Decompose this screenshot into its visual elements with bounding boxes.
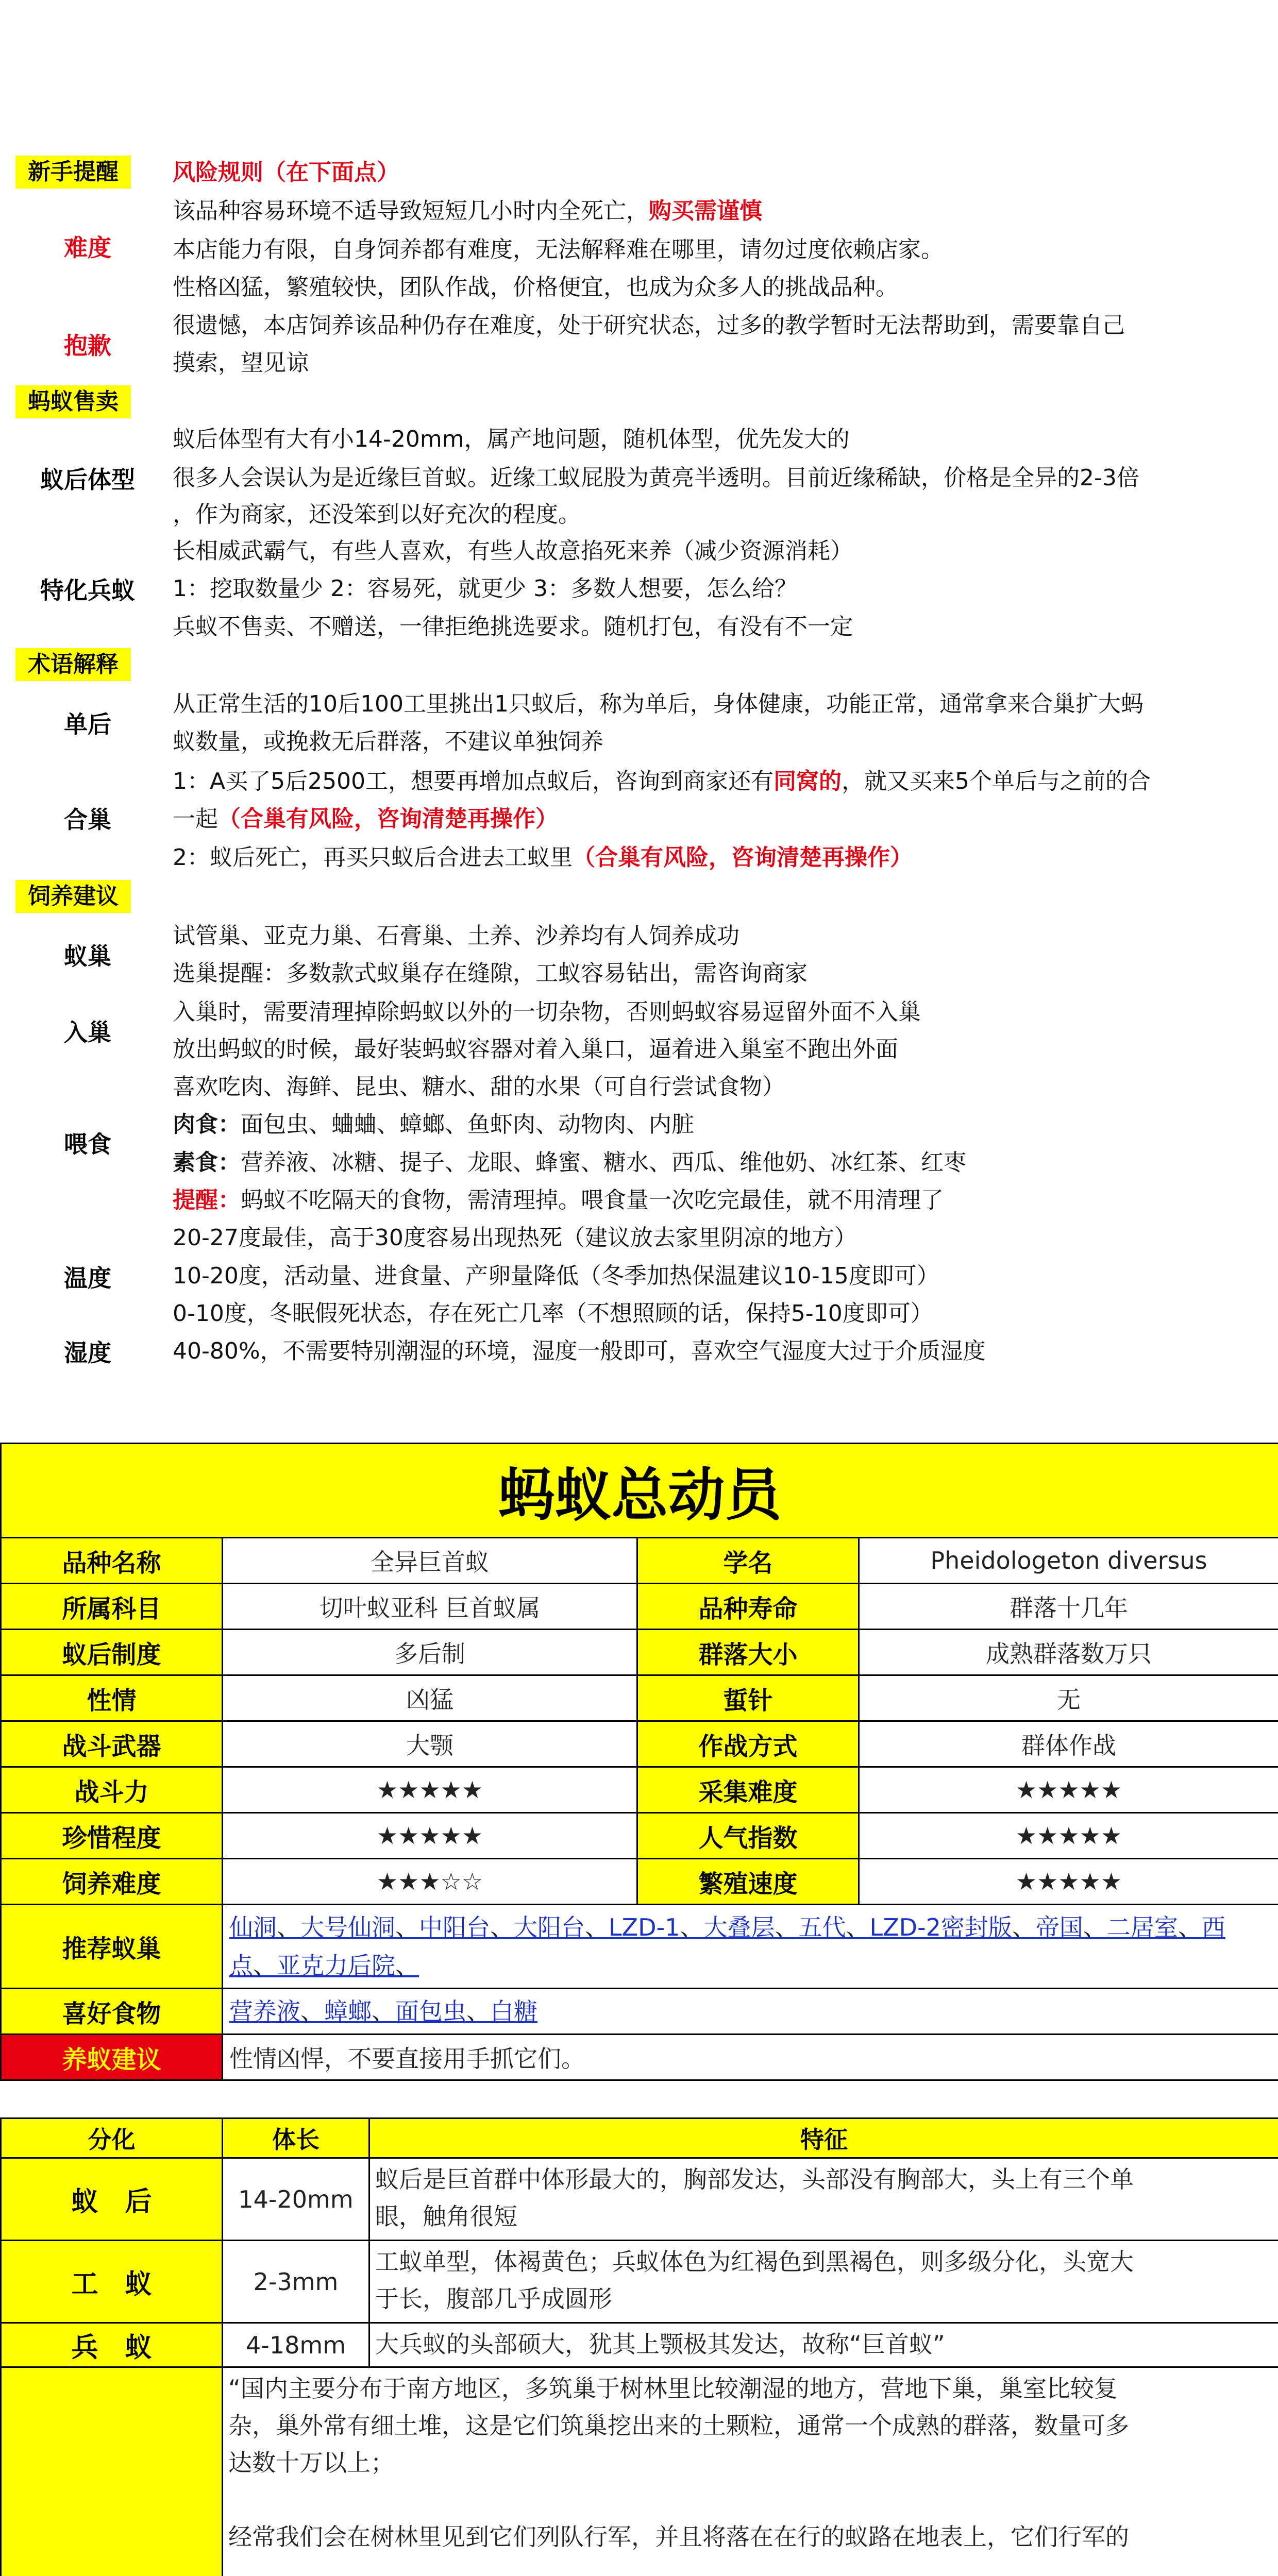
caste-feature: 蚁后是巨首群中体形最大的，胸部发达，头部没有胸部大，头上有三个单 眼，触角很短: [369, 2158, 1278, 2241]
nest-link[interactable]: 五代: [798, 1913, 846, 1941]
table-row: [1, 2323, 1278, 2367]
note-line: ，作为商家，还没笨到以好充次的程度。: [173, 497, 581, 533]
cell-key: 繁殖速度: [637, 1859, 859, 1905]
note-line: 蚁后体型有大有小14-20mm，属产地问题，随机体型，优先发大的: [173, 421, 850, 457]
note-line: 喜欢吃肉、海鲜、昆虫、糖水、甜的水果（可自行尝试食物）: [173, 1069, 785, 1105]
caste-length: 14-20mm: [223, 2158, 369, 2241]
note-line: 0-10度，冬眠假死状态，存在死亡几率（不想照顾的话，保持5-10度即可）: [173, 1296, 933, 1332]
note-line: 选巢提醒：多数款式蚁巢存在缝隙，工蚁容易钻出，需咨询商家: [173, 956, 808, 992]
risk-rules-title: 风险规则（在下面点）: [173, 155, 399, 191]
section-header-newbie: 新手提醒: [15, 156, 131, 189]
cell-key: 喜好食物: [1, 1989, 223, 2035]
species-info-table: [0, 1443, 1278, 2081]
food-link[interactable]: 白糖: [490, 1997, 537, 2025]
table-row: [1, 1859, 1278, 1905]
note-line: 10-20度，活动量、进食量、产卵量降低（冬季加热保温建议10-15度即可）: [173, 1258, 939, 1294]
caste-name: 兵 蚁: [1, 2323, 223, 2367]
label-humidity: 湿度: [21, 1334, 155, 1368]
label-enter-nest: 入巢: [21, 1014, 155, 1048]
nest-link[interactable]: LZD-2密封版: [869, 1913, 1012, 1941]
table-row: [1, 2241, 1278, 2323]
note-line: 该品种容易环境不适导致短短几小时内全死亡，购买需谨慎: [173, 193, 762, 229]
cell-key: 珍惜程度: [1, 1813, 223, 1859]
table-row: [1, 2158, 1278, 2241]
food-link[interactable]: 营养液: [229, 1997, 300, 2025]
note-line: 素食：营养液、冰糖、提子、龙眼、蜂蜜、糖水、西瓜、维他奶、冰红茶、红枣: [173, 1145, 966, 1181]
label-temperature: 温度: [21, 1260, 155, 1294]
cell-value: 成熟群落数万只: [859, 1630, 1278, 1675]
label-nest: 蚁巢: [21, 938, 155, 972]
note-line: 20-27度最佳，高于30度容易出现热死（建议放去家里阴凉的地方）: [173, 1220, 857, 1256]
caste-name: 蚁 后: [1, 2158, 223, 2241]
label-single-queen: 单后: [21, 706, 155, 740]
favorite-foods: 营养液、蟑螂、面包虫、白糖: [223, 1989, 1278, 2035]
table-row: [1, 1721, 1278, 1767]
food-link[interactable]: 面包虫: [395, 1997, 466, 2025]
label-difficulty: 难度: [21, 229, 155, 263]
rating-stars: ★★★★★: [223, 1813, 637, 1859]
table-row: [1, 2035, 1278, 2080]
note-line: 入巢时，需要清理掉除蚂蚁以外的一切杂物，否则蚂蚁容易逗留外面不入巢: [173, 994, 921, 1030]
cell-key: 所属科目: [1, 1584, 223, 1630]
note-line: 很遗憾，本店饲养该品种仍存在难度，处于研究状态，过多的教学暂时无法帮助到，需要靠自己: [173, 308, 1125, 344]
table-row: [1, 1905, 1278, 1989]
nest-link[interactable]: 亚克力后院: [277, 1952, 395, 1979]
nest-link[interactable]: 仙洞: [229, 1913, 277, 1941]
caste-feature: 大兵蚁的头部硕大，犹其上颚极其发达，故称“巨首蚁”: [369, 2323, 1278, 2367]
cell-key: 蚁后制度: [1, 1630, 223, 1675]
cell-key: 品种名称: [1, 1538, 223, 1584]
label-merge-nest: 合巢: [21, 801, 155, 835]
note-line: 一起（合巢有风险，咨询清楚再操作）: [173, 801, 558, 837]
cell-value: 凶猛: [223, 1675, 637, 1721]
nest-link[interactable]: 帝国: [1036, 1913, 1083, 1941]
column-header: 体长: [223, 2119, 369, 2158]
caste-table: [0, 2117, 1278, 2576]
table-header-row: [1, 2119, 1278, 2158]
advice-text: 性情凶悍，不要直接用手抓它们。: [223, 2035, 1278, 2080]
table-row: [1, 1584, 1278, 1630]
recommended-nests: 仙洞、大号仙洞、中阳台、大阳台、LZD-1、大叠层、五代、LZD-2密封版、帝国、二居室、西点、亚克力后院、: [223, 1905, 1278, 1989]
caste-name: 工 蚁: [1, 2241, 223, 2323]
note-line: 性格凶猛，繁殖较快，团队作战，价格便宜，也成为众多人的挑战品种。: [173, 269, 898, 306]
rating-stars: ★★★★★: [859, 1859, 1278, 1905]
note-line: 试管巢、亚克力巢、石膏巢、土养、沙养均有人饲养成功: [173, 918, 739, 954]
section-header-terms: 术语解释: [15, 648, 131, 681]
cell-key: 战斗力: [1, 1767, 223, 1813]
cell-key: 蜇针: [637, 1675, 859, 1721]
cell-key: 饲养难度: [1, 1859, 223, 1905]
nest-link[interactable]: LZD-1: [609, 1913, 680, 1941]
table-row: [1, 1630, 1278, 1675]
note-line: 长相威武霸气，有些人喜欢，有些人故意掐死来养（减少资源消耗）: [173, 533, 853, 569]
label-sorry: 抱歉: [21, 327, 155, 361]
nest-link[interactable]: 大阳台: [514, 1913, 585, 1941]
column-header: 特征: [369, 2119, 1278, 2158]
label-feeding: 喂食: [21, 1126, 155, 1160]
note-line: 很多人会误认为是近缘巨首蚁。近缘工蚁屁股为黄亮半透明。目前近缘稀缺，价格是全异的2-3倍: [173, 460, 1139, 496]
note-line: 从正常生活的10后100工里挑出1只蚁后，称为单后，身体健康，功能正常，通常拿来合巢扩大蚂: [173, 686, 1144, 722]
note-line: 摸索，望见谅: [173, 345, 309, 381]
cell-value: Pheidologeton diversus: [859, 1538, 1278, 1584]
table-row: [1, 1538, 1278, 1584]
note-line: 1：挖取数量少 2：容易死，就更少 3：多数人想要，怎么给？: [173, 571, 797, 607]
table-title: 蚂蚁总动员: [1, 1444, 1278, 1538]
cell-key: 品种寿命: [637, 1584, 859, 1630]
rating-stars: ★★★★★: [223, 1767, 637, 1813]
section-header-care: 饲养建议: [15, 880, 131, 913]
table-row: [1, 1813, 1278, 1859]
note-line: 肉食：面包虫、蛐蛐、蟑螂、鱼虾肉、动物肉、内脏: [173, 1107, 694, 1143]
nest-link[interactable]: 西点: [229, 1913, 1225, 1979]
note-line: 本店能力有限，自身饲养都有难度，无法解释难在哪里，请勿过度依赖店家。: [173, 232, 944, 268]
note-line: 蚁数量，或挽救无后群落，不建议单独饲养: [173, 724, 603, 760]
label-queen-size: 蚁后体型: [21, 461, 155, 495]
cell-key: 群落大小: [637, 1630, 859, 1675]
cell-key: 战斗武器: [1, 1721, 223, 1767]
cell-value: 群体作战: [859, 1721, 1278, 1767]
caste-desc-cell: [1, 2367, 223, 2576]
note-line: 1：A买了5后2500工，想要再增加点蚁后，咨询到商家还有同窝的，就又买来5个单后与之前的合: [173, 764, 1151, 800]
distribution-description: “国内主要分布于南方地区，多筑巢于树林里比较潮湿的地方，营地下巢，巢室比较复 杂，巢外常有细土堆，这是它们筑巢挖出来的土颗粒，通常一个成熟的群落，数量可多 达数十万以上； 经常我们会在树林里见到它们列队行军，并且将落在在行的蚁路在地表上，它们行军的: [223, 2367, 1278, 2576]
column-header: 分化: [1, 2119, 223, 2158]
rating-stars: ★★★☆☆: [223, 1859, 637, 1905]
caste-length: 2-3mm: [223, 2241, 369, 2323]
table-row: [1, 1989, 1278, 2035]
nest-link[interactable]: 二居室: [1107, 1913, 1178, 1941]
cell-key: 推荐蚁巢: [1, 1905, 223, 1989]
table-row: [1, 1767, 1278, 1813]
nest-link[interactable]: 大号仙洞: [300, 1913, 395, 1941]
cell-value: 大颚: [223, 1721, 637, 1767]
caste-feature: 工蚁单型，体褐黄色；兵蚁体色为红褐色到黑褐色，则多级分化，头宽大 于长，腹部几乎成圆形: [369, 2241, 1278, 2323]
note-line: 兵蚁不售卖、不赠送，一律拒绝挑选要求。随机打包，有没有不一定: [173, 609, 853, 645]
cell-value: 无: [859, 1675, 1278, 1721]
cell-key-advice: 养蚁建议: [1, 2035, 223, 2080]
rating-stars: ★★★★★: [859, 1767, 1278, 1813]
cell-key: 作战方式: [637, 1721, 859, 1767]
caste-length: 4-18mm: [223, 2323, 369, 2367]
cell-key: 人气指数: [637, 1813, 859, 1859]
cell-value: 切叶蚁亚科 巨首蚁属: [223, 1584, 637, 1630]
note-line: 2：蚁后死亡，再买只蚁后合进去工蚁里（合巢有风险，咨询清楚再操作）: [173, 840, 913, 876]
cell-key: 采集难度: [637, 1767, 859, 1813]
cell-value: 群落十几年: [859, 1584, 1278, 1630]
table-row: [1, 2367, 1278, 2576]
cell-value: 多后制: [223, 1630, 637, 1675]
food-link[interactable]: 蟑螂: [324, 1997, 372, 2025]
label-soldier: 特化兵蚁: [21, 572, 155, 606]
cell-key: 学名: [637, 1538, 859, 1584]
rating-stars: ★★★★★: [859, 1813, 1278, 1859]
nest-link[interactable]: 中阳台: [419, 1913, 490, 1941]
note-line: 40-80%，不需要特别潮湿的环境，湿度一般即可，喜欢空气湿度大过于介质湿度: [173, 1333, 986, 1369]
note-line: 放出蚂蚁的时候，最好装蚂蚁容器对着入巢口，逼着进入巢室不跑出外面: [173, 1031, 898, 1067]
cell-key: 性情: [1, 1675, 223, 1721]
note-line: 提醒：蚂蚁不吃隔天的食物，需清理掉。喂食量一次吃完最佳，就不用清理了: [173, 1182, 944, 1218]
cell-value: 全异巨首蚁: [223, 1538, 637, 1584]
section-header-sale: 蚂蚁售卖: [15, 385, 131, 418]
table-row: [1, 1675, 1278, 1721]
nest-link[interactable]: 大叠层: [703, 1913, 775, 1941]
